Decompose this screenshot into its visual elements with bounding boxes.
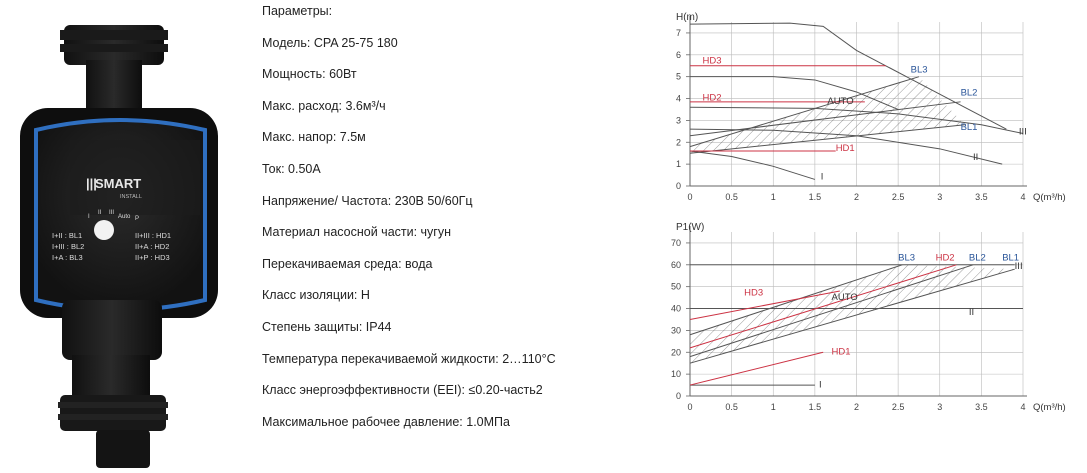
annotation-bl3: BL3 [898, 252, 916, 264]
y-tick-label: 40 [670, 303, 681, 314]
annotation-i: I [820, 171, 824, 183]
y-tick-label: 3 [675, 115, 681, 126]
spec-eei: Класс энергоэффективности (EEI): ≤0.20-часть2 [262, 383, 543, 398]
right-label-1: II+III : HD1 [135, 231, 172, 240]
annotation-ii: II [968, 307, 975, 319]
left-label-1: I+II : BL1 [52, 231, 83, 240]
top-connection [60, 25, 168, 120]
spec-protection: Степень защиты: IP44 [262, 319, 392, 334]
brand-bars-icon: ||| [86, 176, 97, 191]
y-tick-label: 30 [670, 325, 681, 336]
y-tick-label: 70 [670, 237, 681, 248]
spec-insulation: Класс изоляции: H [262, 288, 370, 303]
annotation-bl2: BL2 [968, 252, 986, 264]
annotation-hd1: HD1 [831, 346, 851, 358]
annotation-hd3: HD3 [702, 55, 722, 67]
left-label-2: I+III : BL2 [52, 242, 85, 251]
x-tick-label: 0.5 [725, 192, 738, 202]
x-tick-label: 3.5 [975, 402, 988, 412]
spec-material: Материал насосной части: чугун [262, 225, 452, 240]
y-tick-label: 4 [675, 93, 681, 104]
x-tick-label: 3 [937, 192, 943, 202]
brand-sub: INSTALL [120, 194, 142, 200]
brand-logo: SMART [95, 176, 142, 191]
x-tick-label: 3.5 [975, 192, 988, 202]
y-tick-label: 20 [670, 347, 681, 358]
annotation-i: I [819, 379, 822, 391]
y-tick-label: 5 [675, 71, 681, 82]
autoadapt-zone [690, 77, 965, 154]
annotation-auto: AUTO [827, 96, 854, 107]
x-tick-label: 2.5 [891, 402, 905, 412]
y-tick-label: 7 [675, 27, 681, 38]
y-tick-label: 10 [670, 369, 681, 380]
spec-current: Ток: 0.50A [262, 161, 321, 176]
mode-label-1: I [88, 214, 90, 220]
spec-heading: Параметры: [262, 4, 333, 18]
y-tick-label: 0 [675, 391, 681, 401]
autoadapt-zone [690, 265, 1015, 363]
annotation-hd1: HD1 [835, 143, 855, 155]
annotation-bl1: BL1 [960, 122, 978, 134]
series-bl2 [690, 265, 973, 357]
x-axis-label: Q(m³/h) [1033, 402, 1066, 413]
annotation-bl2: BL2 [960, 87, 978, 99]
annotation-bl1: BL1 [1002, 252, 1020, 264]
right-label-2: II+A : HD2 [135, 242, 170, 251]
spec-model: Модель: CPA 25-75 180 [262, 35, 398, 50]
y-tick-label: 1 [675, 159, 681, 170]
mode-label-auto: Auto [118, 214, 131, 220]
x-tick-label: 1 [770, 402, 776, 412]
annotation-iii: III [1014, 261, 1023, 273]
y-tick-label: 2 [675, 137, 681, 148]
annotation-bl3: BL3 [910, 64, 928, 76]
annotation-hd2: HD2 [702, 92, 722, 104]
x-tick-label: 4 [1020, 192, 1026, 202]
x-tick-label: 1.5 [808, 192, 822, 202]
x-tick-label: 2.5 [891, 192, 905, 202]
series-hd2 [690, 265, 956, 348]
x-axis-label: Q(m³/h) [1033, 192, 1066, 203]
left-label-3: I+A : BL3 [52, 253, 83, 262]
power-flow-chart [628, 218, 1083, 423]
y-axis-label: H(m) [676, 12, 699, 23]
x-tick-label: 3 [937, 402, 943, 412]
spec-pressure: Максимальное рабочее давление: 1.0МПа [262, 414, 510, 429]
x-tick-label: 0.5 [725, 402, 738, 412]
annotation-ii: II [973, 151, 979, 163]
annotation-iii: III [1018, 126, 1027, 138]
bottom-connection [58, 300, 168, 468]
annotation-hd2: HD2 [935, 252, 955, 264]
x-tick-label: 1 [770, 192, 776, 202]
pump-image [0, 0, 240, 473]
mode-label-3: III [109, 210, 115, 216]
annotation-auto: AUTO [831, 291, 858, 303]
mode-label-p: P [135, 216, 140, 222]
x-tick-label: 1.5 [808, 402, 822, 412]
series-i [690, 151, 815, 179]
y-tick-label: 60 [670, 259, 681, 270]
x-tick-label: 2 [853, 402, 860, 412]
right-label-3: II+P : HD3 [135, 253, 170, 262]
y-tick-label: 6 [675, 49, 681, 60]
y-tick-label: 0 [675, 181, 681, 191]
x-tick-label: 0 [687, 402, 693, 412]
specifications-list [262, 4, 622, 446]
x-tick-label: 4 [1020, 402, 1026, 412]
annotation-hd3: HD3 [744, 287, 764, 299]
y-tick-label: 50 [670, 281, 681, 292]
spec-max-head: Макс. напор: 7.5м [262, 130, 366, 145]
x-tick-label: 0 [687, 192, 693, 202]
spec-medium: Перекачиваемая среда: вода [262, 256, 433, 271]
mode-label-2: II [98, 210, 102, 216]
spec-temperature: Температура перекачиваемой жидкости: 2…110°C [262, 351, 556, 366]
spec-voltage: Напряжение/ Частота: 230В 50/60Гц [262, 193, 473, 208]
x-tick-label: 2 [853, 192, 860, 202]
mode-button[interactable] [94, 220, 114, 240]
head-flow-chart [628, 8, 1083, 213]
spec-power: Мощность: 60Вт [262, 67, 357, 82]
spec-max-flow: Макс. расход: 3.6м³/ч [262, 98, 386, 113]
y-axis-label: P1(W) [676, 222, 705, 233]
